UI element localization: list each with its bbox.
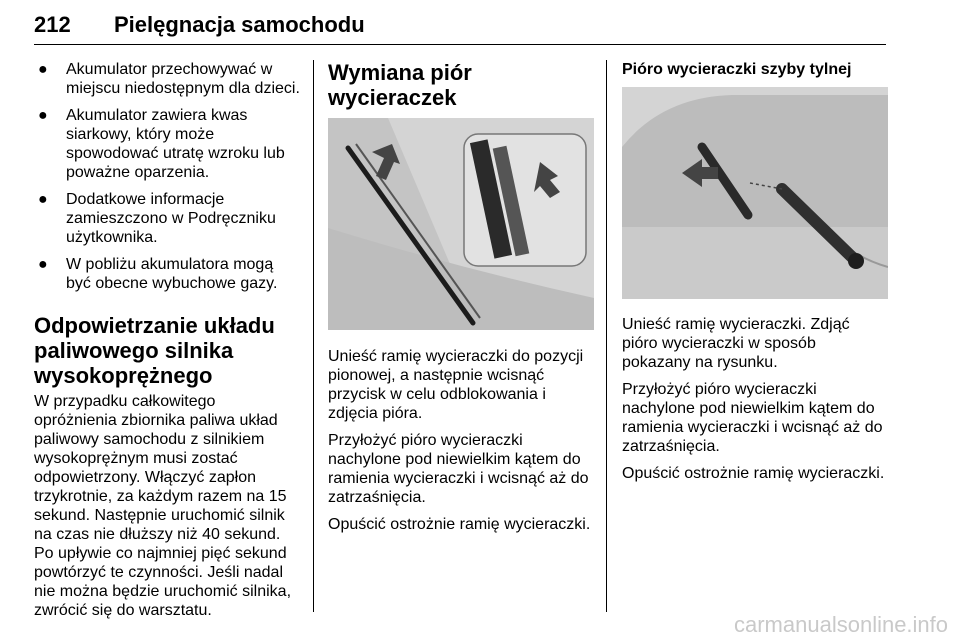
chapter-title: Pielęgnacja samochodu	[114, 12, 365, 37]
section-heading-wiper-blades: Wymiana piór wycieraczek	[328, 60, 472, 110]
list-item: ● W pobliżu akumulatora mogą być obecne wybuchowe gazy.	[38, 256, 278, 292]
list-item: ● Dodatkowe informacje zamieszczono w Podręczniku użytkownika.	[38, 191, 276, 246]
rear-wiper-step-1: Unieść ramię wycieraczki. Zdjąć pióro wycieraczki w sposób pokazany na rysunku.	[622, 316, 850, 371]
page-header	[34, 6, 886, 45]
column-divider	[313, 60, 314, 612]
list-item: ● Akumulator przechowywać w miejscu niedostępnym dla dzieci.	[38, 61, 300, 97]
bullet-icon: ●	[38, 256, 48, 273]
section-heading-fuel-bleeding: Odpowietrzanie układu paliwowego silnika wysokoprężnego	[34, 313, 275, 388]
bullet-icon: ●	[38, 191, 48, 208]
front-wiper-illustration	[328, 118, 594, 330]
wiper-step-1: Unieść ramię wycieraczki do pozycji pionowej, a następnie wcisnąć przycisk w celu odblokowania i zdjęcia pióra.	[328, 348, 584, 422]
column-divider	[606, 60, 607, 612]
wiper-step-2: Przyłożyć pióro wycieraczki nachylone pod niewielkim kątem do ramienia wycieraczki i wcisnąć aż do zatrzaśnięcia.	[328, 432, 589, 506]
rear-wiper-step-2: Przyłożyć pióro wycieraczki nachylone pod niewielkim kątem do ramienia wycieraczki i wcisnąć aż do zatrzaśnięcia.	[622, 381, 883, 455]
wiper-step-3: Opuścić ostrożnie ramię wycieraczki.	[328, 516, 591, 533]
column-wiper-blades	[328, 60, 594, 542]
list-item: ● Akumulator zawiera kwas siarkowy, który może spowodować utratę wzroku lub poważne oparzenia.	[38, 107, 285, 181]
rear-wiper-step-3: Opuścić ostrożnie ramię wycieraczki.	[622, 465, 885, 482]
bullet-icon: ●	[38, 61, 48, 78]
page-number: 212	[34, 12, 71, 37]
battery-warning-list	[34, 60, 302, 293]
column-rear-wiper	[622, 60, 888, 491]
column-battery-fuel	[34, 60, 302, 628]
rear-wiper-illustration	[622, 87, 888, 299]
section-heading-rear-wiper: Pióro wycieraczki szyby tylnej	[622, 61, 852, 78]
watermark: carmanualsonline.info	[734, 612, 949, 637]
bullet-icon: ●	[38, 107, 48, 124]
fuel-bleeding-text: W przypadku całkowitego opróżnienia zbiornika paliwa układ paliwowy samochodu z silnikiem wysokoprężnym musi zostać odpowietrzony. Włączyć zapłon trzykrotnie, za każdym razem na 15 sekund. Następnie uruchomić silnik na czas nie dłuższy niż 40 sekund. Po upływie co najmniej pięć sekund powtórzyć te czynności. Jeśli nadal nie można będzie uruchomić silnika, zwrócić się do warsztatu.	[34, 393, 292, 619]
